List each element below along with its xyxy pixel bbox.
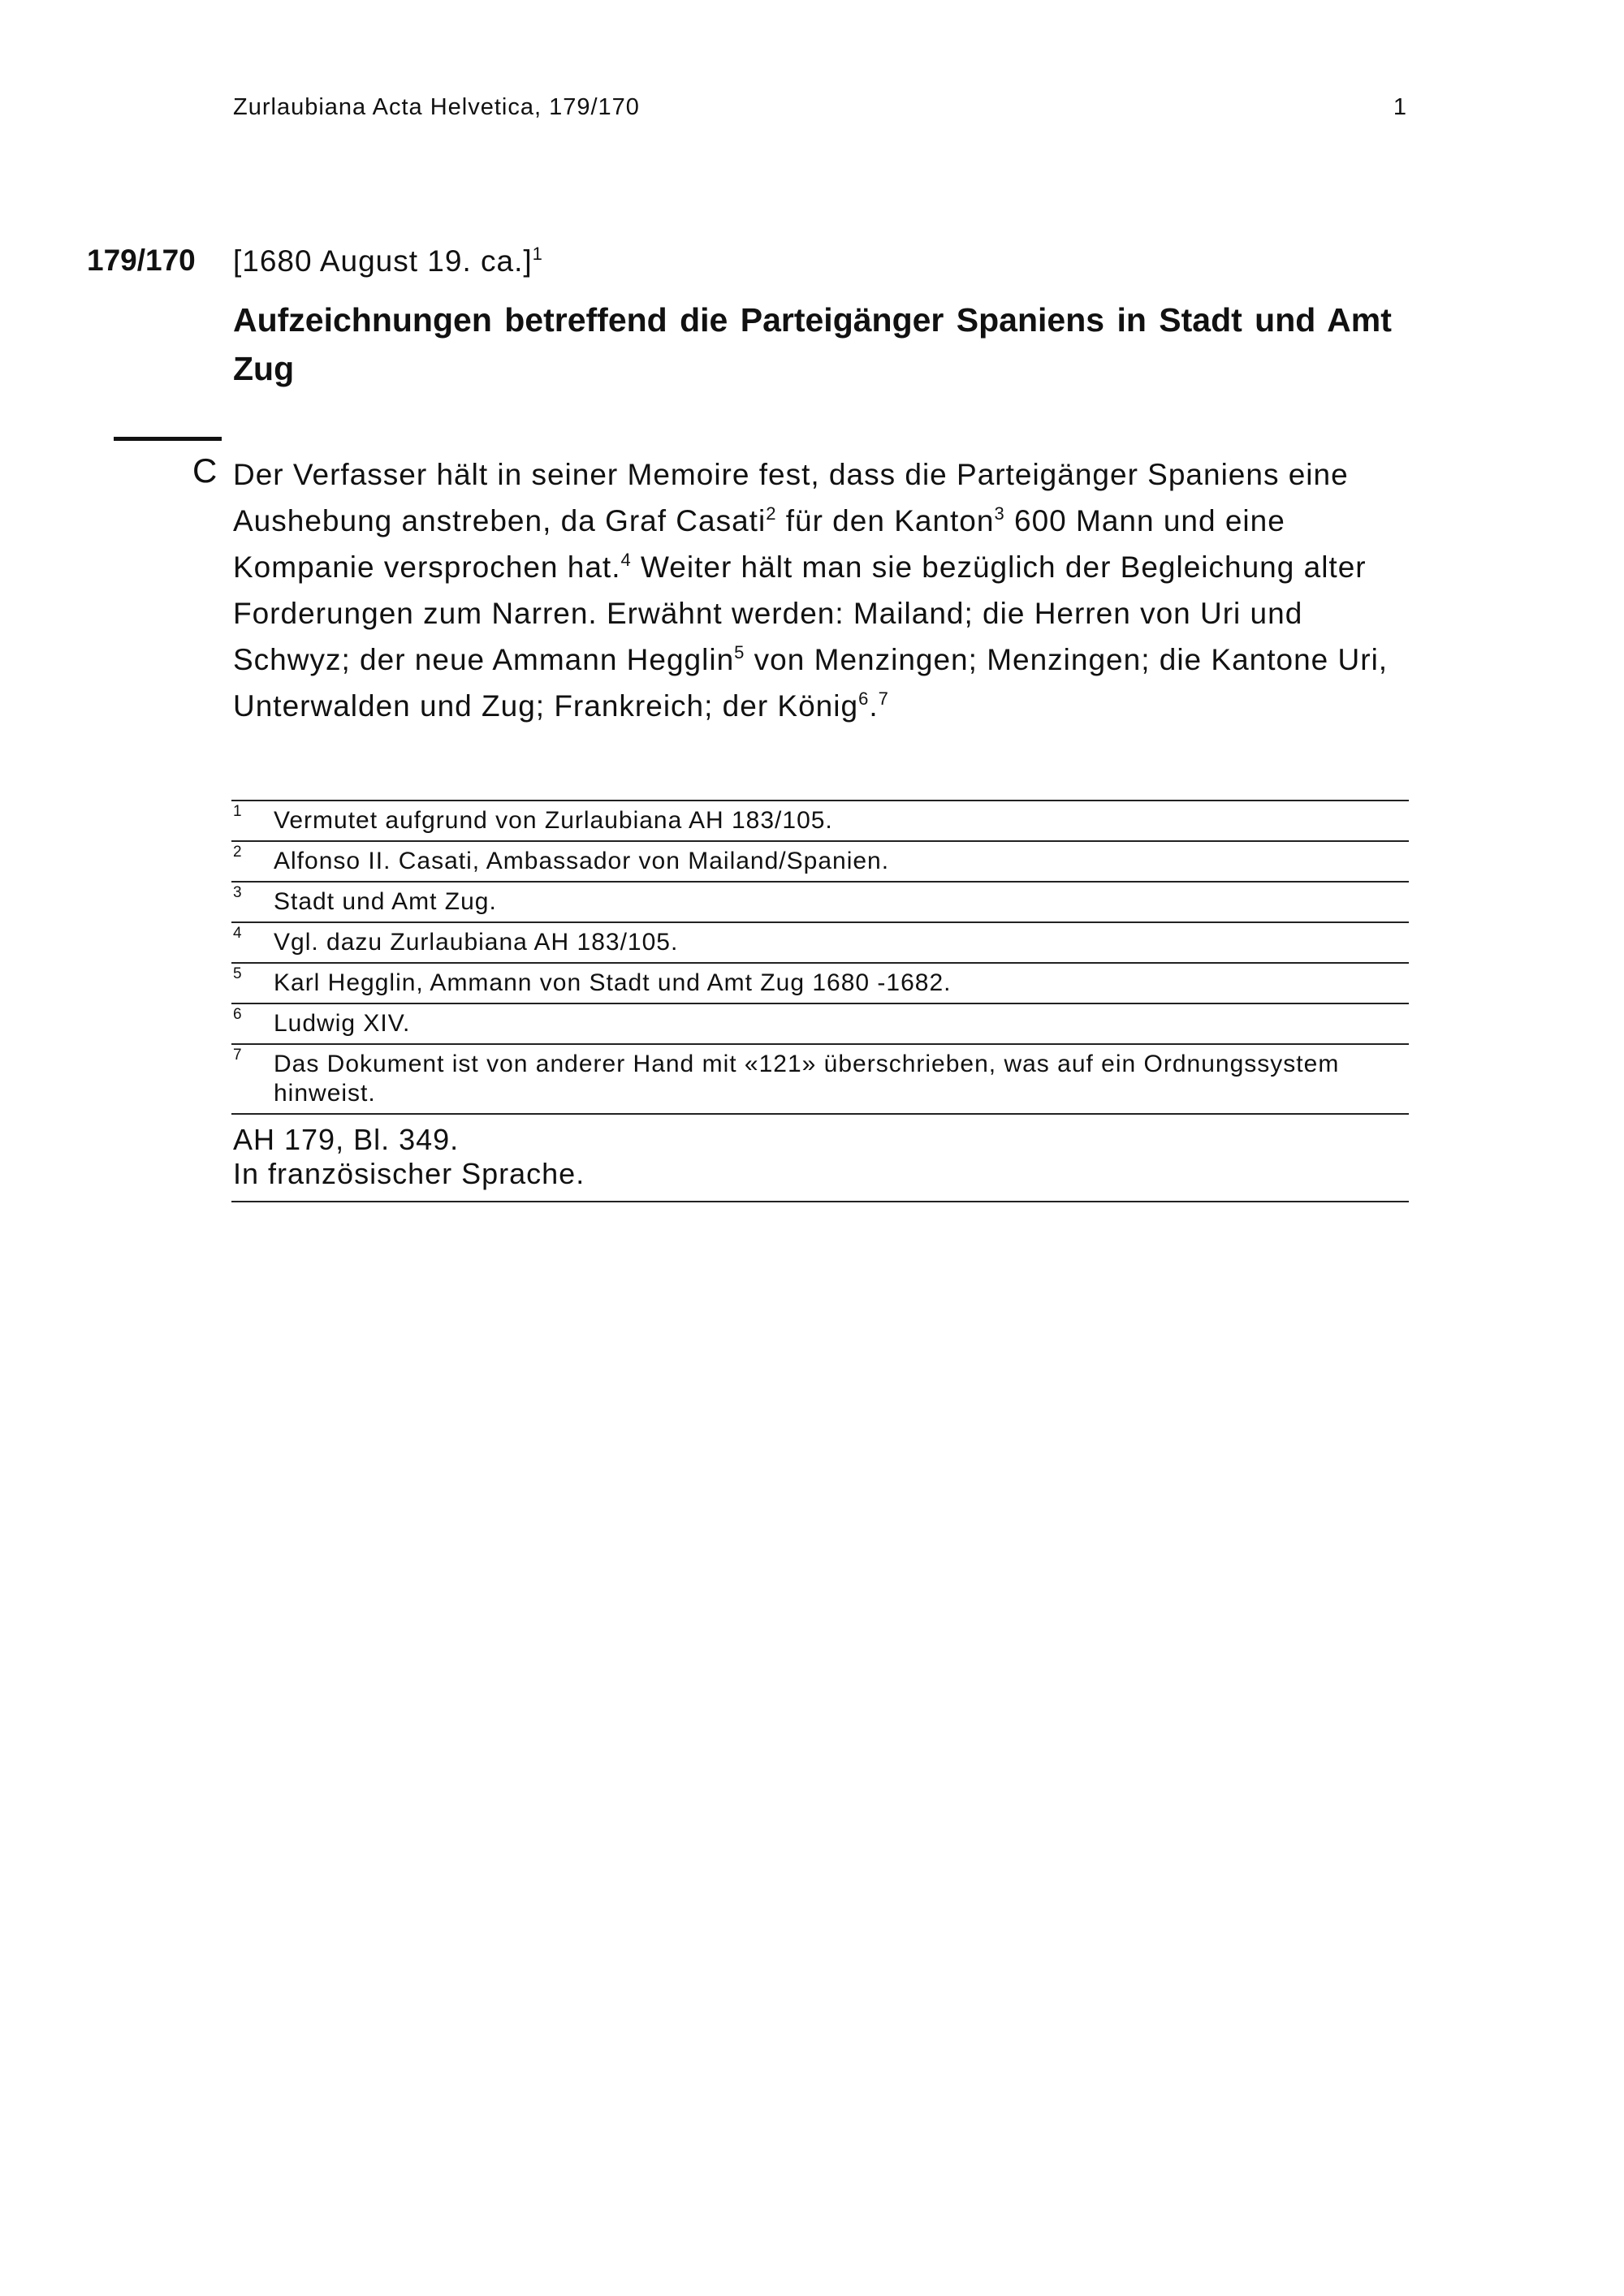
document-date	[233, 244, 543, 278]
abstract-segment: Weiter hält man sie bezüglich der Begleichung alter Forderungen zum Narren. Erwähnt werden: Mailand; die Herren von Uri und Schwyz; der neue Ammann Hegglin	[233, 550, 1367, 676]
footnote-ref[interactable]: 3	[994, 503, 1005, 524]
footnote-ref[interactable]: 4	[620, 550, 632, 570]
document-date-text: [1680 August 19. ca.]	[233, 244, 533, 278]
source-note	[231, 1113, 1409, 1202]
abstract-paragraph	[233, 451, 1410, 729]
document-title: Aufzeichnungen betreffend die Parteigänger Spaniens in Stadt und Amt Zug	[233, 301, 1392, 387]
footnote-row	[231, 921, 1409, 962]
footnotes-table	[231, 800, 1409, 1202]
footnote-text: Stadt und Amt Zug.	[274, 888, 497, 915]
footnote-text: Ludwig XIV.	[274, 1010, 411, 1037]
footnote-number: 6	[233, 1006, 242, 1023]
footnote-number: 7	[233, 1047, 242, 1064]
abstract-segment: von Menzingen; Menzingen; die Kantone Uri, Unterwalden und Zug; Frankreich; der König	[233, 643, 1389, 723]
abstract-segment: 600 Mann und eine Kompanie versprochen hat.	[233, 504, 1285, 584]
footnote-text: Vermutet aufgrund von Zurlaubiana AH 183/105.	[274, 807, 833, 834]
footnote-number: 4	[233, 925, 242, 942]
footnote-row	[231, 1043, 1409, 1113]
footnote-ref[interactable]: 1	[532, 244, 543, 264]
footnote-text: Alfonso II. Casati, Ambassador von Mailand/Spanien.	[274, 848, 890, 874]
footnote-number: 2	[233, 844, 242, 861]
footnote-number: 5	[233, 965, 242, 982]
margin-rule	[114, 437, 222, 441]
footnote-ref[interactable]: 5	[734, 642, 745, 662]
footnote-text: Vgl. dazu Zurlaubiana AH 183/105.	[274, 929, 679, 956]
footnote-row	[231, 800, 1409, 840]
footnote-row	[231, 1003, 1409, 1043]
running-title: Zurlaubiana Acta Helvetica, 179/170	[233, 94, 640, 120]
footnote-text: Das Dokument ist von anderer Hand mit «121» überschrieben, was auf ein Ordnungssystem hinweist.	[274, 1051, 1340, 1107]
footnote-ref[interactable]: 2	[766, 503, 777, 524]
footnote-row	[231, 881, 1409, 921]
footnote-number: 1	[233, 803, 242, 820]
source-archive-reference: AH 179, Bl. 349.	[233, 1123, 460, 1156]
page-number: 1	[1393, 94, 1406, 120]
source-language: In französischer Sprache.	[233, 1157, 585, 1190]
abstract-segment: für den Kanton	[776, 504, 995, 537]
document-number: 179/170	[87, 244, 196, 277]
abstract-segment: .	[869, 689, 879, 723]
footnote-ref[interactable]: 7	[878, 688, 889, 709]
footnote-number: 3	[233, 884, 242, 901]
footnote-ref[interactable]: 6	[858, 688, 870, 709]
footnote-row	[231, 962, 1409, 1003]
footnote-row	[231, 840, 1409, 881]
margin-letter: C	[192, 451, 218, 490]
footnote-text: Karl Hegglin, Ammann von Stadt und Amt Zug 1680 -1682.	[274, 969, 952, 996]
abstract-segment: Der Verfasser hält in seiner Memoire fest, dass die Parteigänger Spaniens eine Aushebung anstreben, da Graf Casati	[233, 458, 1349, 537]
